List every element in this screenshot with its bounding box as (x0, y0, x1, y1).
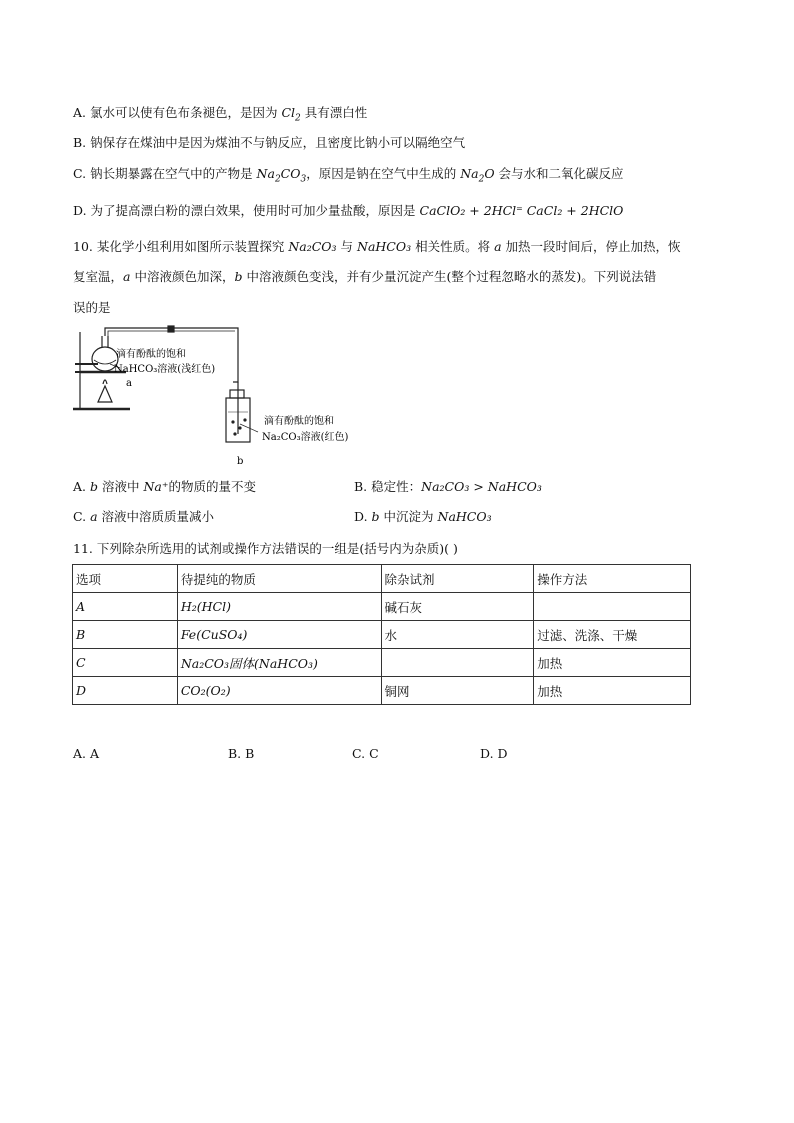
q11-answer-c: C. C (352, 746, 379, 761)
q9-option-b-text: B. 钠保存在煤油中是因为煤油不与钠反应，且密度比钠小可以隔绝空气 (73, 135, 466, 150)
q10-option-b: B. 稳定性：Na₂CO₃ > NaHCO₃ (354, 479, 542, 494)
q10-option-d: D. b 中沉淀为 NaHCO₃ (354, 509, 492, 524)
q11-table (72, 564, 691, 705)
cell-method: 加热 (534, 649, 691, 677)
cell-reagent: 铜网 (381, 677, 534, 705)
header-option: 选项 (73, 565, 178, 593)
cell-method: 过滤、洗涤、干燥 (534, 621, 691, 649)
q11-answer-b: B. B (228, 746, 255, 761)
cell-reagent: 碱石灰 (381, 593, 534, 621)
cell-reagent: 水 (381, 621, 534, 649)
q11-stem: 11. 下列除杂所选用的试剂或操作方法错误的一组是(括号内为杂质)( ) (73, 541, 458, 556)
label-b-line-1: 滴有酚酞的饱和 (264, 416, 334, 427)
q10-stem-line-3: 误的是 (73, 300, 111, 315)
q10-stem-line-1: 10. 某化学小组利用如图所示装置探究 Na₂CO₃ 与 NaHCO₃ 相关性质。将 a 加热一段时间后，停止加热，恢 (73, 239, 681, 254)
header-substance: 待提纯的物质 (177, 565, 381, 593)
cell-reagent (381, 649, 534, 677)
flame (103, 380, 107, 384)
cell-option: D (73, 677, 178, 705)
bottle-stopper (230, 390, 244, 398)
header-reagent: 除杂试剂 (381, 565, 534, 593)
q10-option-a: A. b 溶液中 Na⁺的物质的量不变 (73, 479, 256, 494)
cell-substance: CO₂(O₂) (177, 677, 381, 705)
q11-answer-d: D. D (480, 746, 508, 761)
cell-option: C (73, 649, 178, 677)
header-method: 操作方法 (534, 565, 691, 593)
cell-option: B (73, 621, 178, 649)
q10-stem-line-2: 复室温，a 中溶液颜色加深，b 中溶液颜色变浅，并有少量沉淀产生(整个过程忽略水的蒸发)。下列说法错 (73, 269, 657, 284)
q9-option-c-formula-1: $Na_2CO_3$ (256, 166, 307, 185)
q9-option-a-text-end: 具有漂白性 (300, 105, 368, 120)
table-row (73, 649, 691, 677)
table-header-row (73, 565, 691, 593)
q9-option-c-text: C. 钠长期暴露在空气中的产物是 (73, 166, 257, 181)
q9-option-b (73, 134, 465, 152)
table-row (73, 621, 691, 649)
q9-option-a-formula: $Cl_2$ (281, 105, 301, 124)
q9-option-c-text-end: 会与水和二氧化碳反应 (494, 166, 624, 181)
alcohol-lamp (98, 386, 112, 402)
label-b: b (237, 456, 244, 467)
q9-option-d (73, 202, 623, 220)
cell-option: A (73, 593, 178, 621)
cell-substance: Fe(CuSO₄) (177, 621, 381, 649)
q9-option-d-text: D. 为了提高漂白粉的漂白效果，使用时可加少量盐酸，原因是 (73, 203, 420, 218)
q9-option-c (73, 165, 624, 189)
q9-option-c-text-mid: ，原因是钠在空气中生成的 (306, 166, 461, 181)
table-row (73, 593, 691, 621)
q9-option-a (73, 104, 367, 128)
pointer-b (240, 424, 258, 432)
table-row (73, 677, 691, 705)
cell-method: 加热 (534, 677, 691, 705)
label-a: a (126, 378, 132, 389)
cell-substance: H₂(HCl) (177, 593, 381, 621)
label-a-line-1: 滴有酚酞的饱和 (116, 349, 186, 360)
label-a-line-2: NaHCO₃溶液(浅红色) (114, 364, 216, 375)
cell-substance: Na₂CO₃固体(NaHCO₃) (177, 649, 381, 677)
q11-answer-a: A. A (73, 746, 100, 761)
label-b-line-2: Na₂CO₃溶液(红色) (262, 432, 349, 443)
apparatus-diagram (70, 324, 370, 472)
tube-connector (168, 326, 174, 332)
q9-option-a-text: A. 氯水可以使有色布条褪色，是因为 (73, 105, 282, 120)
q9-option-d-equation: CaClO₂ + 2HCl⁼ CaCl₂ + 2HClO (419, 203, 624, 218)
q9-option-c-formula-2: $Na_2O$ (460, 166, 495, 185)
q10-option-c: C. a 溶液中溶质质量减小 (73, 509, 215, 524)
cell-method (534, 593, 691, 621)
